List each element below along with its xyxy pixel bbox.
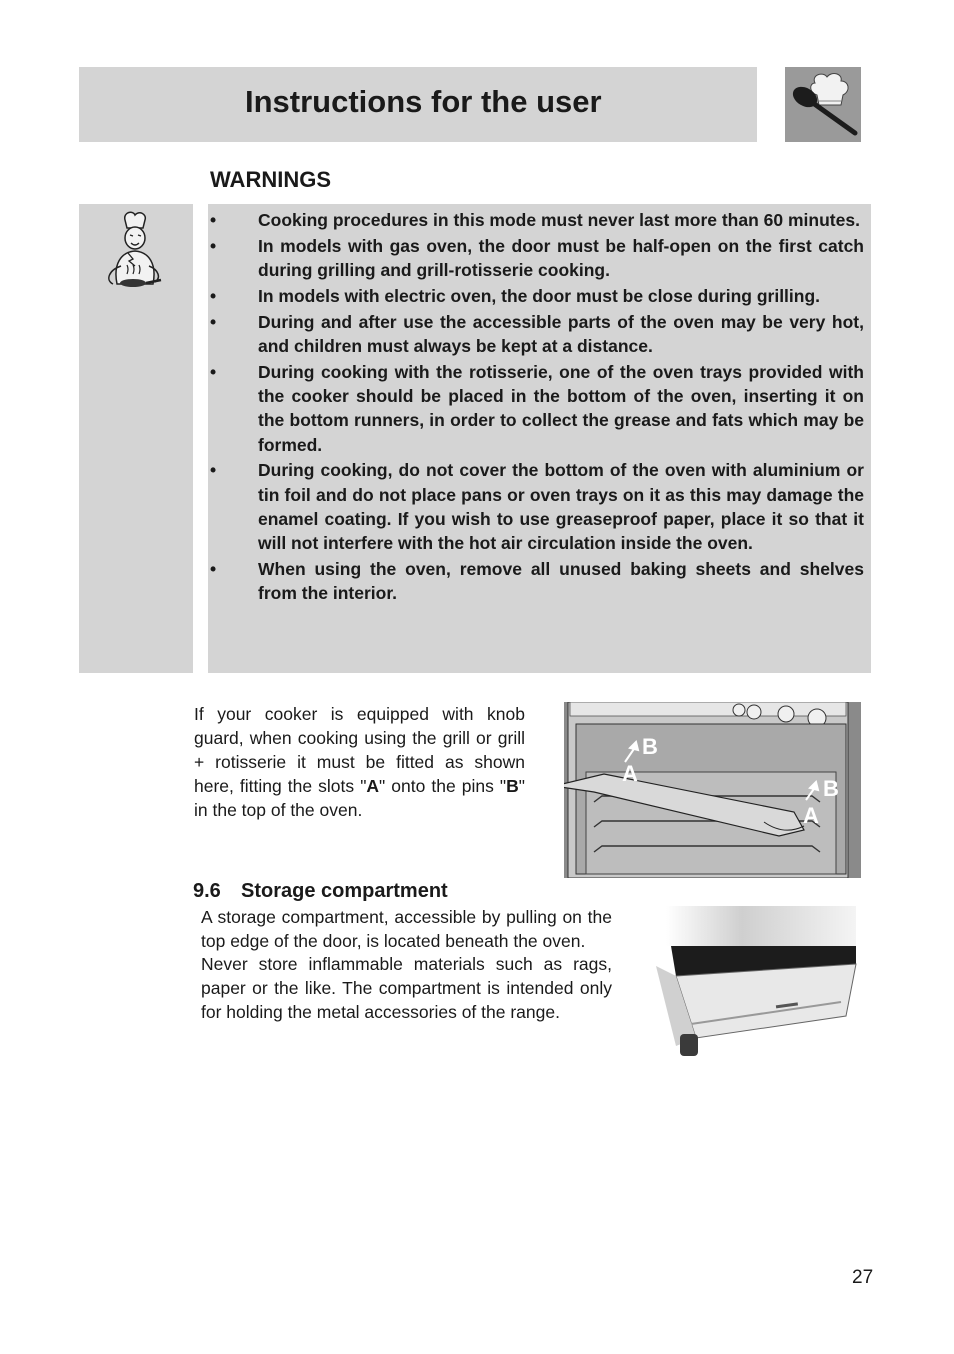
warning-item bbox=[208, 234, 871, 283]
bullet: • bbox=[210, 235, 217, 256]
storage-paragraph: Never store inflammable materials such as rags, paper or the like. The compartment is intended only for holding the metal accessories of the range. bbox=[201, 954, 612, 1022]
chef-icon bbox=[99, 208, 169, 299]
warning-item bbox=[208, 458, 871, 555]
spoon-chef-hat-icon bbox=[785, 67, 861, 142]
label-a-left: A bbox=[622, 761, 638, 786]
label-a-right: A bbox=[803, 803, 819, 828]
pin-letter: B bbox=[506, 776, 519, 796]
knob-guard-text-part: " in the top of the oven. bbox=[194, 776, 525, 820]
warning-text: During cooking, do not cover the bottom of the oven with aluminium or tin foil and do not place pans or oven trays on it as this may damage the enamel coating. If you wish to use greaseproof paper, place it so that it will not interfere with the hot air circulation inside the oven. bbox=[258, 460, 864, 554]
warning-text: Cooking procedures in this mode must never last more than 60 minutes. bbox=[258, 210, 860, 230]
warnings-heading: WARNINGS bbox=[210, 167, 331, 192]
warning-text: In models with gas oven, the door must be half-open on the first catch during grilling and grill-rotisserie cooking. bbox=[258, 235, 864, 281]
knob-guard-figure bbox=[564, 702, 861, 878]
label-b-right: B bbox=[823, 776, 839, 801]
storage-compartment-figure bbox=[636, 906, 858, 1062]
warnings-panel bbox=[208, 204, 871, 673]
page-title: Instructions for the user bbox=[245, 84, 602, 119]
chef-panel bbox=[79, 204, 193, 673]
warning-item bbox=[208, 284, 871, 308]
section-title: Storage compartment bbox=[241, 880, 448, 902]
slot-letter: A bbox=[366, 776, 380, 796]
warning-item bbox=[208, 208, 871, 232]
knob-guard-text bbox=[194, 702, 525, 822]
warning-item bbox=[208, 360, 871, 457]
bullet: • bbox=[210, 210, 217, 230]
warnings-list bbox=[208, 208, 871, 607]
warning-text: When using the oven, remove all unused baking sheets and shelves from the interior. bbox=[258, 559, 864, 604]
bullet: • bbox=[210, 361, 217, 382]
page-number: 27 bbox=[852, 1267, 874, 1288]
section-number: 9.6 bbox=[193, 880, 221, 902]
bullet: • bbox=[210, 460, 217, 481]
warning-item bbox=[208, 557, 871, 606]
bullet: • bbox=[210, 285, 217, 306]
warning-text: During cooking with the rotisserie, one of the oven trays provided with the cooker should be placed in the bottom of the oven, inserting it on the bottom runners, in order to collect the grease and fats which may be formed. bbox=[258, 361, 864, 455]
storage-text bbox=[201, 906, 612, 1025]
warning-text: In models with electric oven, the door must be close during grilling. bbox=[258, 285, 821, 306]
knob-guard-text-part: If your cooker is equipped with knob guard, when cooking using the grill or grill + rotisserie it must be fitted as shown here, fitting the slots " bbox=[194, 704, 525, 796]
warning-item bbox=[208, 310, 871, 359]
warning-text: During and after use the accessible parts of the oven may be very hot, and children must always be kept at a distance. bbox=[258, 311, 864, 356]
storage-paragraph: A storage compartment, accessible by pulling on the top edge of the door, is located beneath the oven. bbox=[201, 907, 612, 951]
knob-guard-text-part: " onto the pins " bbox=[379, 776, 507, 796]
bullet: • bbox=[210, 559, 217, 580]
label-b-left: B bbox=[642, 734, 658, 759]
section-heading bbox=[193, 880, 448, 903]
bullet: • bbox=[210, 311, 217, 332]
